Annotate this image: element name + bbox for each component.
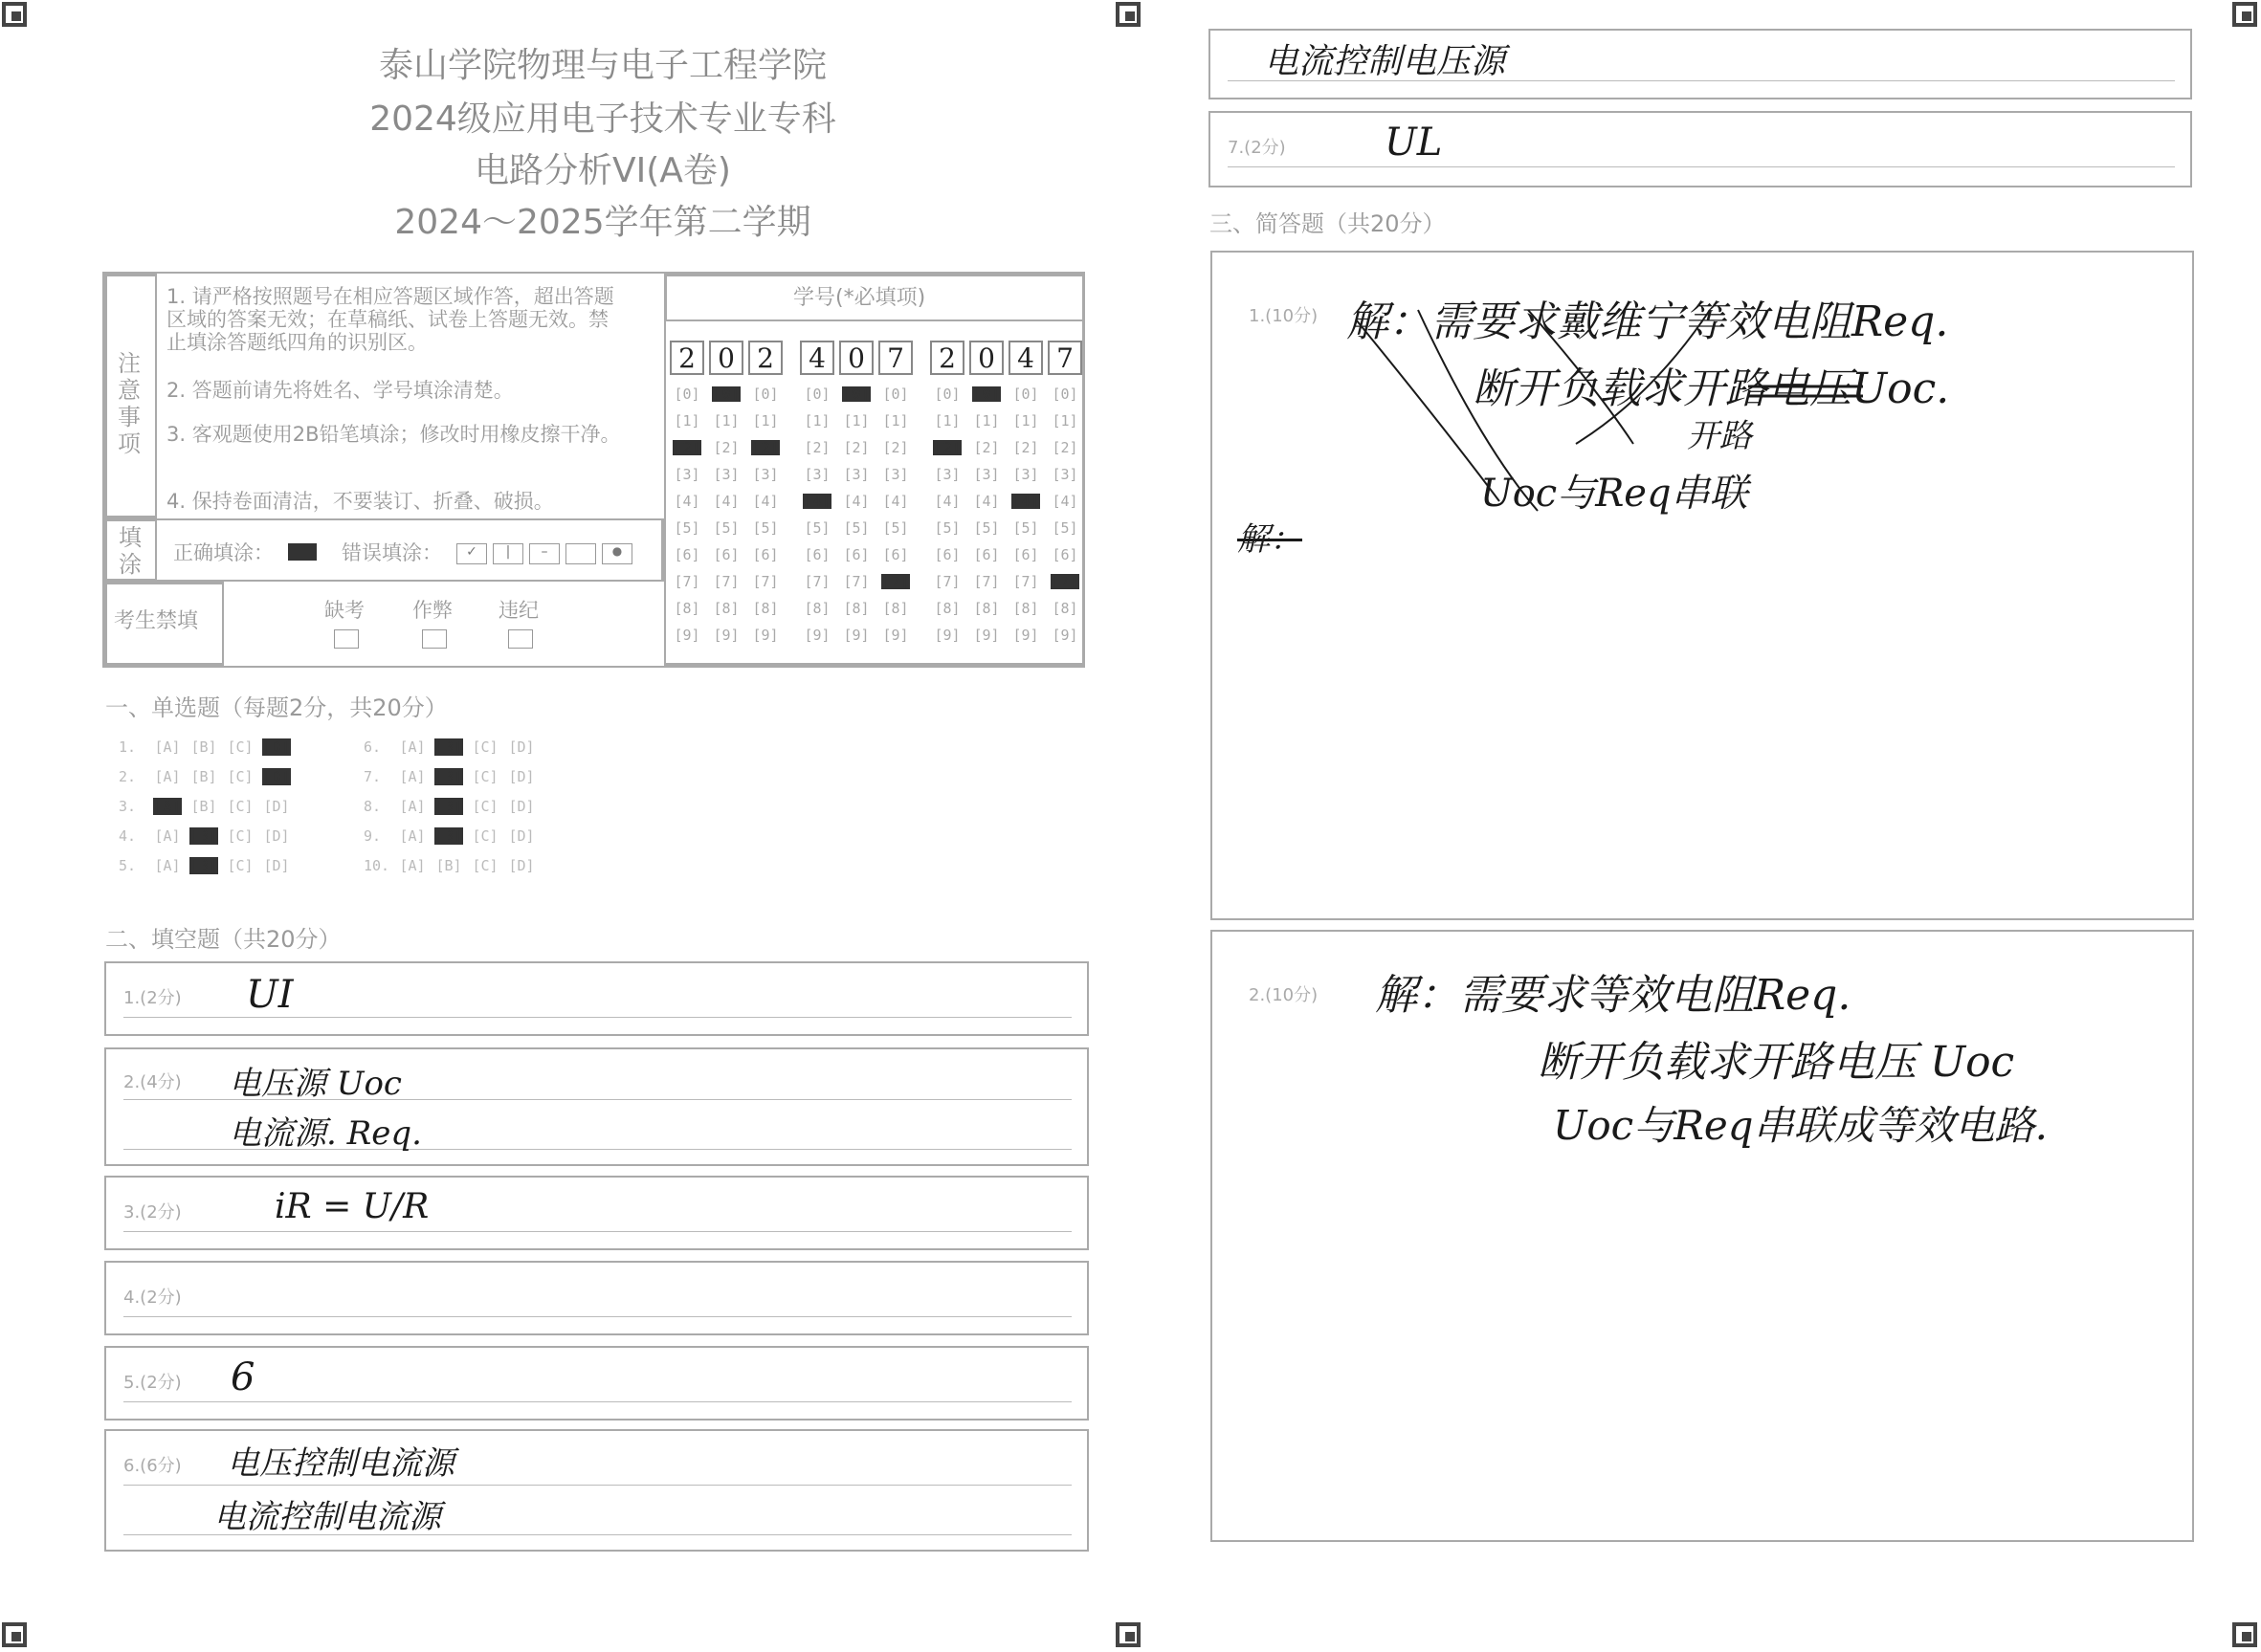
student-number-bubble[interactable]: [4] xyxy=(882,493,909,510)
short-answer-2-line-3: Uoc与Req串联成等效电路. xyxy=(1553,1102,2048,1149)
status-violation-checkbox[interactable] xyxy=(508,629,533,649)
student-number-digit: 2 xyxy=(748,341,783,375)
fill-blank-1-label: 1.(2分) xyxy=(123,988,182,1008)
student-number-bubble[interactable]: [5] xyxy=(713,519,740,537)
notice-item-2: 2. 答题前请先将姓名、学号填涂清楚。 xyxy=(166,379,514,402)
semester-title: 2024～2025学年第二学期 xyxy=(394,203,811,242)
short-answer-1-scribble xyxy=(1212,253,2196,559)
mcq-option-bubble[interactable]: [A] xyxy=(154,827,181,845)
status-violation-label: 违纪 xyxy=(499,599,539,622)
short-answer-1-line-1: 解：需要求戴维宁等效电阻Req. xyxy=(1346,297,1949,346)
student-number-bubble[interactable]: [8] xyxy=(713,600,740,617)
student-number-bubble[interactable]: [7] xyxy=(804,573,831,590)
student-number-bubble[interactable]: [2] xyxy=(973,439,1000,456)
fill-blank-5-answer: 6 xyxy=(231,1355,255,1399)
fill-blank-5-label: 5.(2分) xyxy=(123,1373,182,1393)
mcq-option-bubble[interactable]: [B] xyxy=(435,827,462,845)
fill-blank-1-answer: UI xyxy=(246,973,294,1017)
mcq-option-bubble[interactable]: [C] xyxy=(472,857,499,874)
fill-blank-6-answer-line-3: 电流控制电压源 xyxy=(1264,42,1506,81)
student-number-bubble[interactable]: [6] xyxy=(882,546,909,563)
student-number-bubble[interactable]: [2] xyxy=(752,439,779,456)
student-number-digit: 2 xyxy=(930,341,964,375)
student-number-bubble[interactable]: [3] xyxy=(843,466,870,483)
notice-item-4: 4. 保持卷面清洁，不要装订、折叠、破损。 xyxy=(166,490,554,513)
registration-mark-bottom-center xyxy=(1116,1622,1141,1647)
short-answer-2-label: 2.(10分) xyxy=(1249,985,1319,1005)
notice-item-3: 3. 客观题使用2B铅笔填涂；修改时用橡皮擦干净。 xyxy=(166,423,621,446)
student-number-bubble[interactable]: [4] xyxy=(1052,493,1078,510)
mcq-question-number: 3. xyxy=(119,798,137,815)
student-number-bubble[interactable]: [0] xyxy=(713,385,740,403)
student-number-digit: 7 xyxy=(1048,341,1082,375)
fill-blank-7-answer: UL xyxy=(1385,121,1443,165)
student-number-bubble[interactable]: [2] xyxy=(713,439,740,456)
fill-blank-5-box[interactable] xyxy=(104,1346,1089,1421)
student-number-bubble[interactable]: [2] xyxy=(804,439,831,456)
student-number-bubble[interactable]: [5] xyxy=(1012,519,1039,537)
student-number-bubble[interactable]: [3] xyxy=(674,466,700,483)
student-number-bubble[interactable]: [2] xyxy=(1052,439,1078,456)
student-number-bubble[interactable]: [1] xyxy=(804,412,831,430)
short-answer-1-box[interactable] xyxy=(1210,251,2194,920)
student-number-bubble[interactable]: [6] xyxy=(804,546,831,563)
short-answer-1-label: 1.(10分) xyxy=(1249,306,1319,326)
fill-blank-6-label: 6.(6分) xyxy=(123,1456,182,1476)
student-number-bubble[interactable]: [7] xyxy=(1052,573,1078,590)
student-number-bubble[interactable]: [3] xyxy=(973,466,1000,483)
mcq-option-bubble[interactable]: [B] xyxy=(190,857,217,874)
student-number-bubble[interactable]: [9] xyxy=(804,627,831,644)
fill-heading: 填涂 xyxy=(119,524,142,578)
mcq-option-bubble[interactable]: [A] xyxy=(399,738,426,756)
mcq-option-bubble[interactable]: [C] xyxy=(227,798,254,815)
student-number-heading: 学号(*必填项) xyxy=(793,286,926,310)
student-number-bubble[interactable]: [0] xyxy=(1052,385,1078,403)
mcq-option-bubble[interactable]: [A] xyxy=(154,768,181,785)
fill-blank-2-answer-line-2: 电流源. Req. xyxy=(229,1114,422,1153)
fill-blank-2-box[interactable] xyxy=(104,1047,1089,1166)
mcq-option-bubble[interactable]: [A] xyxy=(399,798,426,815)
mcq-question-number: 8. xyxy=(364,798,382,815)
status-absent-checkbox[interactable] xyxy=(334,629,359,649)
student-number-bubble[interactable]: [0] xyxy=(882,385,909,403)
mcq-option-bubble[interactable]: [D] xyxy=(263,768,290,785)
student-number-bubble[interactable]: [3] xyxy=(882,466,909,483)
student-number-bubble[interactable]: [4] xyxy=(843,493,870,510)
student-number-bubble[interactable]: [4] xyxy=(1012,493,1039,510)
fill-blank-3-answer: iR = U/R xyxy=(275,1187,430,1226)
student-number-bubble[interactable]: [8] xyxy=(752,600,779,617)
mcq-option-bubble[interactable]: [B] xyxy=(435,857,462,874)
student-number-bubble[interactable]: [4] xyxy=(973,493,1000,510)
student-number-bubble[interactable]: [7] xyxy=(973,573,1000,590)
mcq-option-bubble[interactable]: [C] xyxy=(227,768,254,785)
student-number-bubble[interactable]: [4] xyxy=(674,493,700,510)
student-number-bubble[interactable]: [2] xyxy=(934,439,961,456)
mcq-option-bubble[interactable]: [B] xyxy=(190,768,217,785)
registration-mark-top-center xyxy=(1116,2,1141,27)
student-number-bubble[interactable]: [7] xyxy=(674,573,700,590)
status-cheat-label: 作弊 xyxy=(412,599,453,622)
wrong-fill-label: 错误填涂： xyxy=(342,541,442,564)
mcq-option-bubble[interactable]: [D] xyxy=(263,827,290,845)
mcq-option-bubble[interactable]: [D] xyxy=(508,768,535,785)
mcq-question-number: 5. xyxy=(119,857,137,874)
student-number-bubble[interactable]: [8] xyxy=(934,600,961,617)
mcq-option-bubble[interactable]: [B] xyxy=(190,798,217,815)
registration-mark-top-right xyxy=(2232,2,2257,27)
student-number-bubble[interactable]: [9] xyxy=(674,627,700,644)
mcq-option-bubble[interactable]: [B] xyxy=(435,738,462,756)
student-number-bubble[interactable]: [0] xyxy=(934,385,961,403)
student-number-bubble[interactable]: [0] xyxy=(752,385,779,403)
fill-blank-3-label: 3.(2分) xyxy=(123,1202,182,1222)
student-number-bubble[interactable]: [3] xyxy=(752,466,779,483)
student-number-digit: 0 xyxy=(839,341,874,375)
mcq-option-bubble[interactable]: [B] xyxy=(190,738,217,756)
student-number-bubble[interactable]: [8] xyxy=(674,600,700,617)
notice-heading: 注意事项 xyxy=(118,350,141,457)
student-number-bubble[interactable]: [5] xyxy=(843,519,870,537)
student-number-bubble[interactable]: [0] xyxy=(973,385,1000,403)
short-answer-1-line-3: 开路 xyxy=(1687,417,1752,455)
fill-blank-7-box[interactable] xyxy=(1208,111,2192,187)
student-number-digit: 7 xyxy=(878,341,913,375)
wrong-fill-sample-check: ✓ xyxy=(456,543,487,564)
student-number-bubble[interactable]: [1] xyxy=(973,412,1000,430)
mcq-option-bubble[interactable]: [D] xyxy=(263,738,290,756)
student-number-bubble[interactable]: [7] xyxy=(1012,573,1039,590)
status-absent-label: 缺考 xyxy=(324,599,365,622)
student-number-bubble[interactable]: [0] xyxy=(804,385,831,403)
student-number-bubble[interactable]: [5] xyxy=(674,519,700,537)
student-number-bubble[interactable]: [7] xyxy=(882,573,909,590)
student-number-bubble[interactable]: [7] xyxy=(752,573,779,590)
student-number-bubble[interactable]: [4] xyxy=(713,493,740,510)
section2-title: 二、填空题（共20分） xyxy=(105,926,342,953)
student-number-bubble[interactable]: [3] xyxy=(1052,466,1078,483)
mcq-option-bubble[interactable]: [C] xyxy=(472,827,499,845)
wrong-fill-sample-bar: | xyxy=(493,543,523,564)
mcq-question-number: 7. xyxy=(364,768,382,785)
fill-blank-2-label: 2.(4分) xyxy=(123,1072,182,1092)
section1-title: 一、单选题（每题2分，共20分） xyxy=(105,694,448,721)
registration-mark-top-left xyxy=(2,2,27,27)
fill-blank-2-answer-line-1: 电压源 Uoc xyxy=(229,1065,402,1103)
correct-fill-sample xyxy=(288,543,317,561)
fill-blank-7-label: 7.(2分) xyxy=(1228,138,1286,158)
mcq-option-bubble[interactable]: [A] xyxy=(399,768,426,785)
fill-blank-1-box[interactable] xyxy=(104,961,1089,1036)
mcq-option-bubble[interactable]: [D] xyxy=(508,827,535,845)
mcq-option-bubble[interactable]: [A] xyxy=(154,798,181,815)
student-number-bubble[interactable]: [6] xyxy=(1052,546,1078,563)
student-number-digit: 4 xyxy=(800,341,834,375)
mcq-option-bubble[interactable]: [D] xyxy=(263,798,290,815)
student-number-bubble[interactable]: [3] xyxy=(713,466,740,483)
student-number-bubble[interactable]: [8] xyxy=(1052,600,1078,617)
student-number-bubble[interactable]: [3] xyxy=(934,466,961,483)
student-number-bubble[interactable]: [6] xyxy=(934,546,961,563)
student-number-bubble[interactable]: [4] xyxy=(934,493,961,510)
student-number-bubble[interactable]: [6] xyxy=(1012,546,1039,563)
student-number-bubble[interactable]: [1] xyxy=(713,412,740,430)
course-title: 电路分析VI(A卷) xyxy=(475,151,731,190)
student-number-bubble[interactable]: [9] xyxy=(973,627,1000,644)
wrong-fill-sample-dash: – xyxy=(529,543,560,564)
student-number-bubble[interactable]: [2] xyxy=(882,439,909,456)
student-number-bubble[interactable]: [5] xyxy=(882,519,909,537)
mcq-option-bubble[interactable]: [A] xyxy=(154,738,181,756)
student-number-bubble[interactable]: [9] xyxy=(713,627,740,644)
student-number-bubble[interactable]: [7] xyxy=(934,573,961,590)
short-answer-2-line-1: 解：需要求等效电阻Req. xyxy=(1375,971,1851,1020)
student-number-bubble[interactable]: [1] xyxy=(1012,412,1039,430)
student-number-bubble[interactable]: [1] xyxy=(1052,412,1078,430)
student-number-bubble[interactable]: [8] xyxy=(843,600,870,617)
wrong-fill-sample-dot: ● xyxy=(602,543,632,564)
mcq-option-bubble[interactable]: [A] xyxy=(399,827,426,845)
fill-blank-6-box[interactable] xyxy=(104,1429,1089,1552)
student-number-bubble[interactable]: [9] xyxy=(882,627,909,644)
short-answer-1-line-5: 解： xyxy=(1237,520,1302,559)
student-number-digit: 2 xyxy=(670,341,704,375)
student-number-digit: 0 xyxy=(969,341,1004,375)
student-number-bubble[interactable]: [6] xyxy=(752,546,779,563)
mcq-option-bubble[interactable]: [D] xyxy=(508,738,535,756)
student-number-bubble[interactable]: [2] xyxy=(1012,439,1039,456)
wrong-fill-sample-empty xyxy=(565,543,596,564)
student-number-bubble[interactable]: [9] xyxy=(1052,627,1078,644)
student-number-bubble[interactable]: [5] xyxy=(1052,519,1078,537)
mcq-option-bubble[interactable]: [C] xyxy=(472,768,499,785)
mcq-option-bubble[interactable]: [B] xyxy=(435,798,462,815)
mcq-option-bubble[interactable]: [C] xyxy=(227,827,254,845)
student-number-bubble[interactable]: [2] xyxy=(674,439,700,456)
student-number-bubble[interactable]: [1] xyxy=(752,412,779,430)
class-title: 2024级应用电子技术专业专科 xyxy=(369,99,836,139)
student-number-bubble[interactable]: [3] xyxy=(1012,466,1039,483)
mcq-option-bubble[interactable]: [A] xyxy=(399,857,426,874)
student-number-bubble[interactable]: [7] xyxy=(843,573,870,590)
fill-blank-6-continued-box[interactable] xyxy=(1208,29,2192,99)
mcq-option-bubble[interactable]: [B] xyxy=(190,827,217,845)
status-cheat-checkbox[interactable] xyxy=(422,629,447,649)
mcq-option-bubble[interactable]: [C] xyxy=(227,857,254,874)
student-number-bubble[interactable]: [5] xyxy=(973,519,1000,537)
student-number-bubble[interactable]: [4] xyxy=(752,493,779,510)
short-answer-2-box[interactable] xyxy=(1210,930,2194,1542)
fill-blank-4-label: 4.(2分) xyxy=(123,1288,182,1308)
correct-fill-label: 正确填涂： xyxy=(173,541,274,564)
student-number-bubble[interactable]: [1] xyxy=(674,412,700,430)
mcq-option-bubble[interactable]: [D] xyxy=(263,857,290,874)
student-number-bubble[interactable]: [0] xyxy=(1012,385,1039,403)
student-number-bubble[interactable]: [8] xyxy=(804,600,831,617)
fill-blank-4-box[interactable] xyxy=(104,1261,1089,1335)
mcq-option-bubble[interactable]: [D] xyxy=(508,857,535,874)
student-number-digit: 0 xyxy=(709,341,743,375)
student-number-bubble[interactable]: [9] xyxy=(843,627,870,644)
registration-mark-bottom-left xyxy=(2,1622,27,1647)
student-number-bubble[interactable]: [5] xyxy=(804,519,831,537)
student-number-bubble[interactable]: [5] xyxy=(752,519,779,537)
mcq-option-bubble[interactable]: [C] xyxy=(472,798,499,815)
mcq-option-bubble[interactable]: [D] xyxy=(508,798,535,815)
student-number-bubble[interactable]: [5] xyxy=(934,519,961,537)
student-number-bubble[interactable]: [2] xyxy=(843,439,870,456)
student-number-bubble[interactable]: [4] xyxy=(804,493,831,510)
mcq-question-number: 2. xyxy=(119,768,137,785)
student-number-bubble[interactable]: [9] xyxy=(934,627,961,644)
mcq-option-bubble[interactable]: [C] xyxy=(472,738,499,756)
student-number-bubble[interactable]: [6] xyxy=(843,546,870,563)
student-number-digit: 4 xyxy=(1009,341,1043,375)
student-number-bubble[interactable]: [6] xyxy=(973,546,1000,563)
status-heading: 考生禁填 xyxy=(114,609,199,633)
student-number-bubble[interactable]: [0] xyxy=(674,385,700,403)
student-number-bubble[interactable]: [9] xyxy=(1012,627,1039,644)
mcq-question-number: 4. xyxy=(119,827,137,845)
short-answer-1-line-4: Uoc与Req串联 xyxy=(1480,472,1748,516)
mcq-option-bubble[interactable]: [A] xyxy=(154,857,181,874)
student-number-bubble[interactable]: [3] xyxy=(804,466,831,483)
mcq-question-number: 9. xyxy=(364,827,382,845)
student-number-bubble[interactable]: [0] xyxy=(843,385,870,403)
school-title: 泰山学院物理与电子工程学院 xyxy=(378,46,827,85)
student-number-bubble[interactable]: [1] xyxy=(934,412,961,430)
student-number-bubble[interactable]: [8] xyxy=(973,600,1000,617)
fill-blank-6-answer-line-2: 电流控制电流源 xyxy=(213,1498,441,1536)
mcq-option-bubble[interactable]: [C] xyxy=(227,738,254,756)
short-answer-1-line-2: 断开负载求开路电压Uoc. xyxy=(1473,364,1950,413)
mcq-option-bubble[interactable]: [B] xyxy=(435,768,462,785)
mcq-question-number: 1. xyxy=(119,738,137,756)
student-number-bubble[interactable]: [6] xyxy=(674,546,700,563)
fill-blank-3-box[interactable] xyxy=(104,1176,1089,1250)
student-number-bubble[interactable]: [8] xyxy=(1012,600,1039,617)
student-number-bubble[interactable]: [1] xyxy=(843,412,870,430)
section3-title: 三、简答题（共20分） xyxy=(1209,210,1446,237)
student-number-bubble[interactable]: [8] xyxy=(882,600,909,617)
registration-mark-bottom-right xyxy=(2232,1622,2257,1647)
student-number-bubble[interactable]: [7] xyxy=(713,573,740,590)
notice-item-1: 1. 请严格按照题号在相应答题区域作答，超出答题区域的答案无效；在草稿纸、试卷上答题无效。禁止填涂答题纸四角的识别区。 xyxy=(166,285,614,354)
short-answer-2-line-2: 断开负载求开路电压 Uoc xyxy=(1538,1038,2015,1087)
student-number-bubble[interactable]: [9] xyxy=(752,627,779,644)
student-number-bubble[interactable]: [1] xyxy=(882,412,909,430)
student-number-bubble[interactable]: [6] xyxy=(713,546,740,563)
fill-blank-6-answer-line-1: 电压控制电流源 xyxy=(227,1444,454,1483)
mcq-question-number: 10. xyxy=(364,857,390,874)
mcq-question-number: 6. xyxy=(364,738,382,756)
